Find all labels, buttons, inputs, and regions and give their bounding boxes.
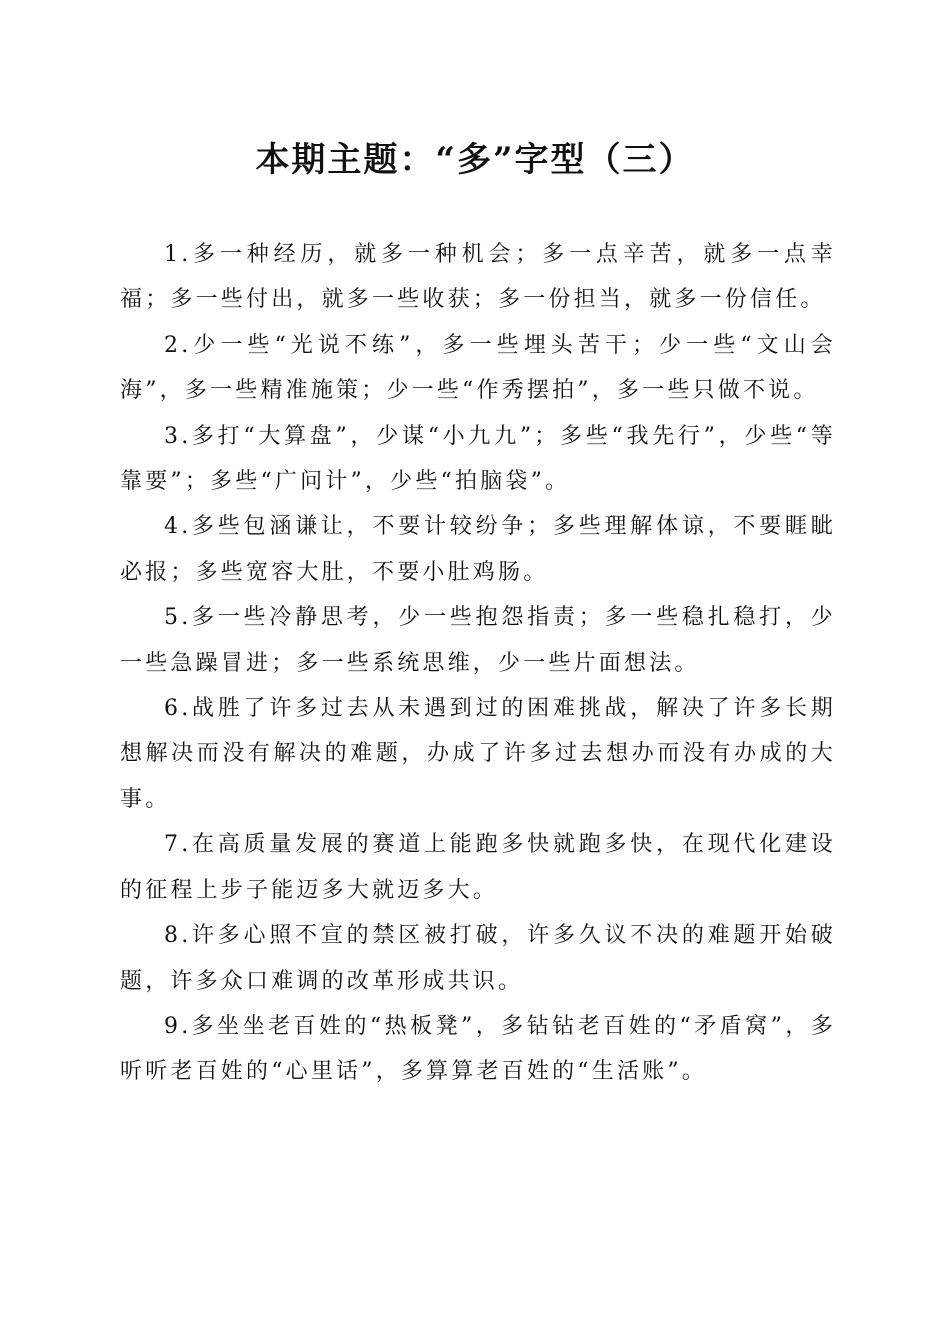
paragraph-1: 1.多一种经历，就多一种机会；多一点辛苦，就多一点幸福；多一些付出，就多一些收获；多一份担当，就多一份信任。 [120,242,836,313]
paragraph-2: 2.少一些“光说不练”，多一些埋头苦干；少一些“文山会海”，多一些精准施策；少一些“作秀摆拍”，多一些只做不说。 [120,332,836,404]
page-title: 本期主题：“多”字型（三） [255,140,695,180]
paragraph-8: 8.许多心照不宣的禁区被打破，许多久议不决的难题开始破题，许多众口难调的改革形成共识。 [120,923,836,994]
paragraph-6: 6.战胜了许多过去从未遇到过的困难挑战，解决了许多长期想解决而没有解决的难题，办成了许多过去想办而没有办成的大事。 [120,696,836,812]
paragraph-4: 4.多些包涵谦让，不要计较纷争；多些理解体谅，不要睚眦必报；多些宽容大肚，不要小肚鸡肠。 [120,514,836,585]
paragraph-5: 5.多一些冷静思考，少一些抱怨指责；多一些稳扎稳打，少一些急躁冒进；多一些系统思维，少一些片面想法。 [120,605,836,676]
paragraph-7: 7.在高质量发展的赛道上能跑多快就跑多快，在现代化建设的征程上步子能迈多大就迈多大。 [120,832,836,903]
paragraph-9: 9.多坐坐老百姓的“热板凳”，多钻钻老百姓的“矛盾窝”，多听听老百姓的“心里话”，多算算老百姓的“生活账”。 [120,1013,836,1085]
paragraph-3: 3.多打“大算盘”，少谋“小九九”；多些“我先行”，少些“等靠要”；多些“广问计”，少些“拍脑袋”。 [120,423,836,495]
document-body [120,232,836,1095]
